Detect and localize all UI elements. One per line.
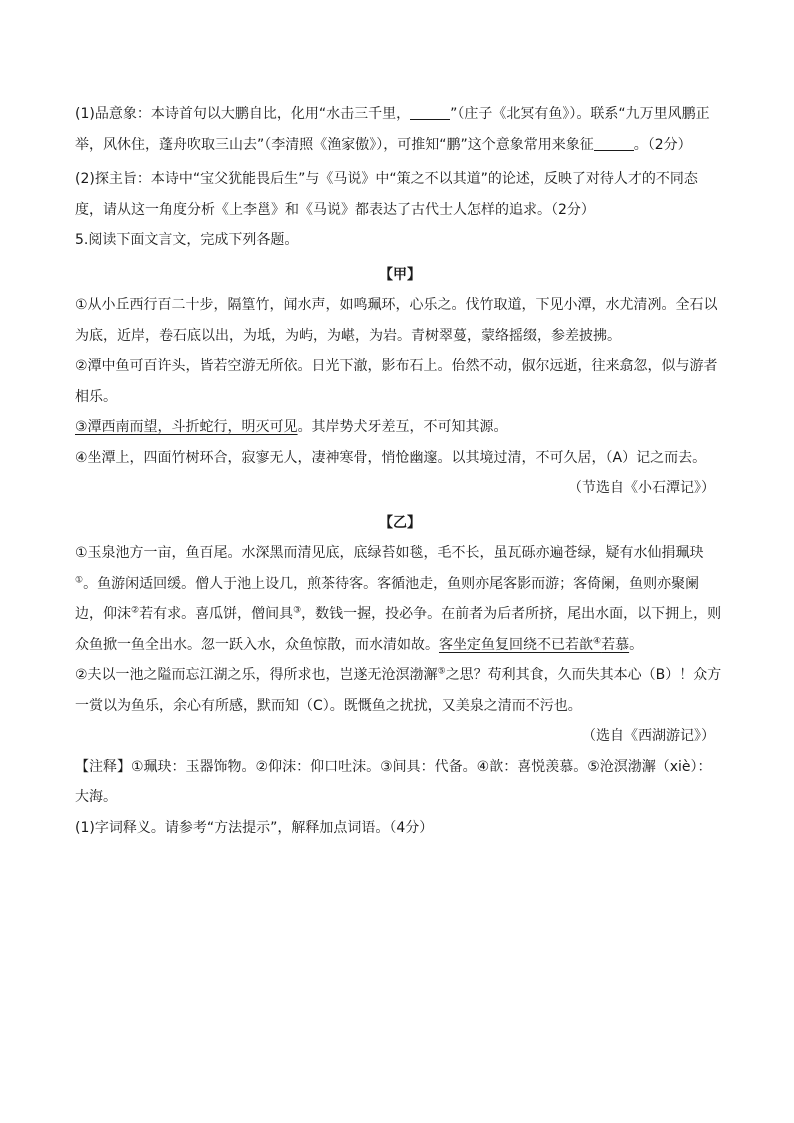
- passage-a-paragraph-4: ④坐潭上，四面竹树环合，寂寥无人，凄神寒骨，悄怆幽邃。以其境过清，不可久居，（A）记之而去。: [75, 449, 707, 466]
- footnote-marker: ⑤: [437, 666, 446, 677]
- footnote-marker: ②: [131, 605, 140, 616]
- question-5-instruction: 5.阅读下面文言文，完成下列各题。: [75, 232, 299, 248]
- passage-a-paragraph-3: ③潭西南而望，斗折蛇行，明灭可见。其岸势犬牙差互，不可知其源。: [75, 419, 508, 435]
- passage-b-source: （选自《西湖游记》）: [582, 728, 715, 744]
- passage-a-paragraph-2: ②潭中鱼可百许头，皆若空游无所依。日光下澈，影布石上。佁然不动，俶尔远逝，往来翕忽，似与游者相乐。: [75, 358, 718, 405]
- annotations: 【注释】①珮玦：玉器饰物。②仰沫：仰口吐沫。③间具：代备。④歆：喜悦羡慕。⑤沧溟渤澥（xiè）：大海。: [75, 758, 712, 805]
- answer-blank: [594, 136, 634, 151]
- passage-a-paragraph-1: ①从小丘西行百二十步，隔篁竹，闻水声，如鸣珮环，心乐之。伐竹取道，下见小潭，水尤清冽。全石以为底，近岸，卷石底以出，为坻，为屿，为嵁，为岩。青树翠蔓，蒙络摇缀，参差披拂。: [75, 297, 718, 344]
- footnote-marker: ③: [293, 605, 302, 616]
- passage-a-heading: 【甲】: [379, 266, 421, 283]
- passage-a-source: （节选自《小石潭记》）: [568, 480, 715, 496]
- question-2-theme: (2)探主旨：本诗中“宝父犹能畏后生”与《马说》中“策之不以其道”的论述，反映了对待人才的不同态度，请从这一角度分析《上李邕》和《马说》都表达了古代士人怎样的追求。（2分）: [75, 171, 698, 218]
- passage-b-paragraph-2: ②夫以一池之隘而忘江湖之乐，得所求也，岂遂无沧溟渤澥⑤之思？苟利其食，久而失其本心（B）！众方一赏以为鱼乐，余心有所感，默而知（C）。既慨鱼之扰扰，又美泉之清而不污也。: [75, 666, 722, 714]
- underlined-sentence: ③潭西南而望，斗折蛇行，明灭可见: [75, 419, 298, 435]
- answer-blank: [410, 105, 450, 120]
- document-body: [75, 99, 725, 843]
- footnote-marker: ①: [75, 574, 84, 585]
- footnote-marker: ④: [593, 635, 602, 646]
- passage-b-heading: 【乙】: [379, 514, 421, 531]
- question-5-1: (1)字词释义。请参考“方法提示”，解释加点词语。（4分）: [75, 819, 434, 836]
- passage-b-paragraph-1: ①玉泉池方一亩，鱼百尾。水深黑而清见底，底绿苔如毯，毛不长，虽瓦砾亦遍苍绿，疑有水仙捐珮玦①。鱼游闲适回缓。僧人于池上设几，煎茶待客。客循池走，鱼则亦尾客影而游；客倚阑，鱼则亦聚阑边，仰沫②若有求。喜瓜饼，僧间具③，数钱一握，投必争。在前者为后者所挤，尾出水面，以下拥上，则众鱼掀一鱼全出水。忽一跃入水，众鱼惊散，而水清如故。客坐定鱼复回绕不已若歆④若慕。: [75, 545, 722, 653]
- question-1-imagery: (1)品意象：本诗首句以大鹏自比，化用“水击三千里， ”（庄子《北冥有鱼》）。联系“九万里风鹏正举，风休住，蓬舟吹取三山去”（李清照《渔家傲》），可推知“鹏”这个意象常用来象征 。（2分）: [75, 106, 710, 153]
- underlined-sentence: 客坐定鱼复回绕不已若歆④若慕: [439, 635, 630, 653]
